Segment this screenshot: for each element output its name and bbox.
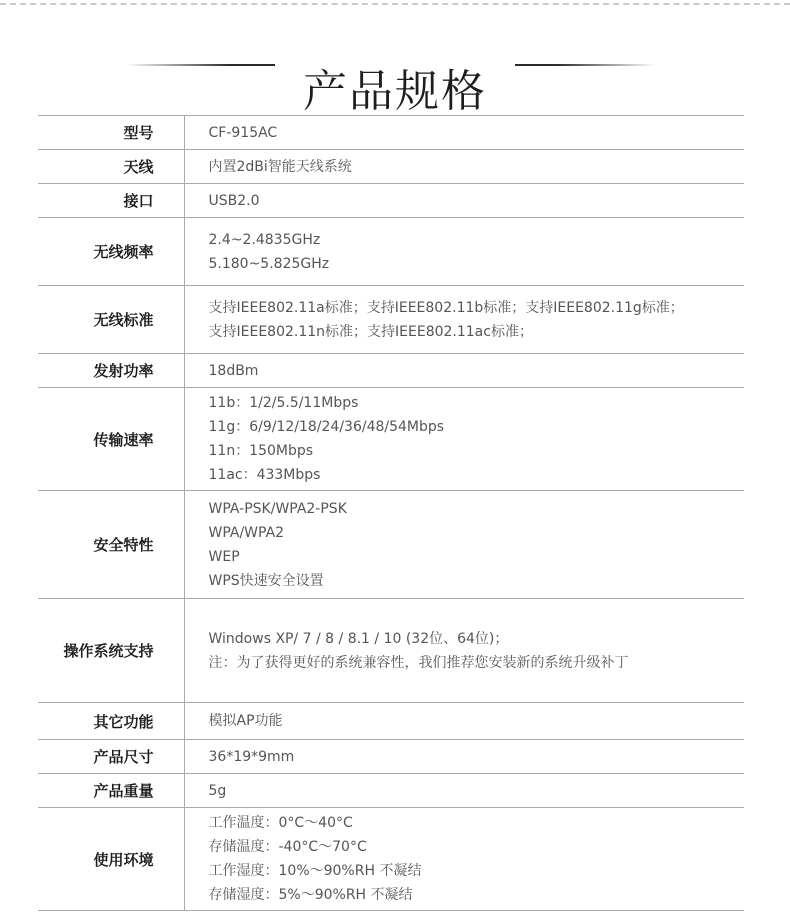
spec-label: 发射功率: [38, 354, 184, 388]
spec-value-line: 支持IEEE802.11a标准；支持IEEE802.11b标准；支持IEEE802.11g标准；: [208, 299, 684, 316]
spec-row: [38, 286, 744, 354]
spec-value-line: 内置2dBi智能天线系统: [208, 158, 352, 175]
spec-value-line: 存储湿度：5%～90%RH 不凝结: [208, 887, 413, 903]
spec-value: [184, 218, 744, 286]
spec-value: [184, 703, 744, 740]
spec-table: [38, 115, 744, 911]
spec-label: 产品尺寸: [38, 740, 184, 774]
page-title: 产品规格: [303, 66, 487, 118]
spec-value-line: 11ac：433Mbps: [208, 467, 321, 483]
spec-value: [184, 491, 744, 599]
spec-value-line: 11n：150Mbps: [208, 443, 314, 459]
spec-value-line: CF-915AC: [208, 124, 278, 141]
top-dashed-divider: [0, 0, 790, 5]
spec-label: 使用环境: [38, 808, 184, 911]
spec-row: [38, 740, 744, 774]
spec-value-line: 工作温度：0°C～40°C: [208, 815, 353, 831]
spec-value-line: 5g: [208, 782, 227, 799]
spec-label: 操作系统支持: [38, 599, 184, 703]
spec-value: [184, 150, 744, 184]
title-decoration-right: [515, 64, 655, 66]
spec-value-line: 5.180~5.825GHz: [208, 255, 330, 272]
spec-value-line: WPS快速安全设置: [208, 572, 324, 589]
spec-value-line: Windows XP/ 7 / 8 / 8.1 / 10 (32位、64位)；: [208, 630, 509, 647]
spec-label: 无线标准: [38, 286, 184, 354]
spec-label: 产品重量: [38, 774, 184, 808]
spec-row: [38, 218, 744, 286]
spec-value-line: WPA-PSK/WPA2-PSK: [208, 500, 347, 517]
spec-value-line: 注：为了获得更好的系统兼容性，我们推荐您安装新的系统升级补丁: [208, 654, 629, 671]
spec-row: [38, 599, 744, 703]
spec-label: 天线: [38, 150, 184, 184]
spec-label: 其它功能: [38, 703, 184, 740]
spec-value-line: WEP: [208, 548, 240, 565]
spec-value: [184, 774, 744, 808]
spec-row: [38, 150, 744, 184]
spec-value: [184, 599, 744, 703]
spec-value-line: WPA/WPA2: [208, 524, 285, 541]
spec-value-line: 工作湿度：10%～90%RH 不凝结: [208, 863, 422, 879]
spec-value: [184, 286, 744, 354]
spec-label: 传输速率: [38, 388, 184, 491]
spec-row: [38, 808, 744, 911]
spec-row: [38, 116, 744, 150]
spec-value: [184, 740, 744, 774]
spec-label: 无线频率: [38, 218, 184, 286]
spec-value-line: 11g：6/9/12/18/24/36/48/54Mbps: [208, 419, 445, 435]
spec-value-line: 支持IEEE802.11n标准；支持IEEE802.11ac标准；: [208, 323, 533, 340]
spec-value-line: 存储温度：-40°C～70°C: [208, 839, 367, 855]
spec-label: 安全特性: [38, 491, 184, 599]
spec-row: [38, 703, 744, 740]
spec-value-line: 模拟AP功能: [208, 713, 283, 729]
spec-value-line: 18dBm: [208, 362, 259, 379]
spec-value-line: 11b：1/2/5.5/11Mbps: [208, 395, 359, 411]
spec-value: [184, 116, 744, 150]
spec-value: [184, 354, 744, 388]
section-header: [0, 30, 790, 118]
spec-value-line: USB2.0: [208, 192, 260, 209]
spec-value: [184, 808, 744, 911]
spec-row: [38, 354, 744, 388]
spec-row: [38, 491, 744, 599]
spec-value: [184, 388, 744, 491]
spec-value: [184, 184, 744, 218]
spec-row: [38, 774, 744, 808]
spec-label: 接口: [38, 184, 184, 218]
spec-row: [38, 388, 744, 491]
spec-value-line: 36*19*9mm: [208, 748, 295, 765]
spec-row: [38, 184, 744, 218]
spec-value-line: 2.4~2.4835GHz: [208, 231, 321, 248]
spec-label: 型号: [38, 116, 184, 150]
